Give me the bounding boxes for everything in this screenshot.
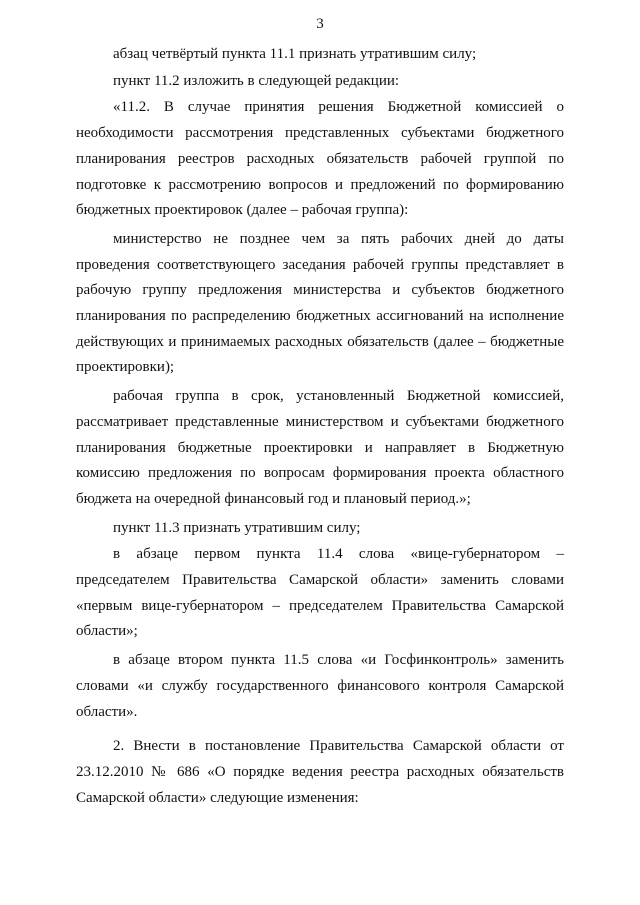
paragraph-1: абзац четвёртый пункта 11.1 признать утратившим силу; bbox=[113, 46, 477, 62]
paragraph-5: рабочая группа в срок, установленный Бюджетной комиссией, рассматривает представленные министерством и субъектами бюджетного планирования бюджетные проектировки и направляет в Бюджетную комиссию предложения по вопросам формирования проекта областного бюджета на очередной финансовый год и плановый период.»; bbox=[76, 388, 564, 507]
paragraph-8: в абзаце втором пункта 11.5 слова «и Госфинконтроль» заменить словами «и службу государственного финансового контроля Самарской области». bbox=[76, 652, 564, 720]
paragraph-4: министерство не позднее чем за пять рабочих дней до даты проведения соответствующего заседания рабочей группы представляет в рабочую группу предложения министерства и субъектов бюджетного планирования по распределению бюджетных ассигнований на исполнение действующих и принимаемых расходных обязательств (далее – бюджетные проектировки); bbox=[76, 230, 564, 376]
paragraph-6: пункт 11.3 признать утратившим силу; bbox=[113, 519, 361, 536]
paragraph-7: в абзаце первом пункта 11.4 слова «вице-губернатором – председателем Правительства Самарской области» заменить словами «первым вице-губернатором – председателем Правительства Самарской области»; bbox=[76, 546, 564, 640]
document-body bbox=[76, 42, 564, 814]
paragraph-2: пункт 11.2 изложить в следующей редакции: bbox=[113, 72, 400, 89]
paragraph-3: «11.2. В случае принятия решения Бюджетной комиссией о необходимости рассмотрения представленных субъектами бюджетного планирования реестров расходных обязательств рабочей группой по подготовке к рассмотрению вопросов и предложений по формированию бюджетных проектировок (далее – рабочая группа): bbox=[76, 99, 564, 219]
page-number: 3 bbox=[316, 16, 324, 32]
paragraph-9: 2. Внести в постановление Правительства Самарской области от 23.12.2010 № 686 «О порядке ведения реестра расходных обязательств Самарской области» следующие изменения: bbox=[76, 738, 564, 806]
